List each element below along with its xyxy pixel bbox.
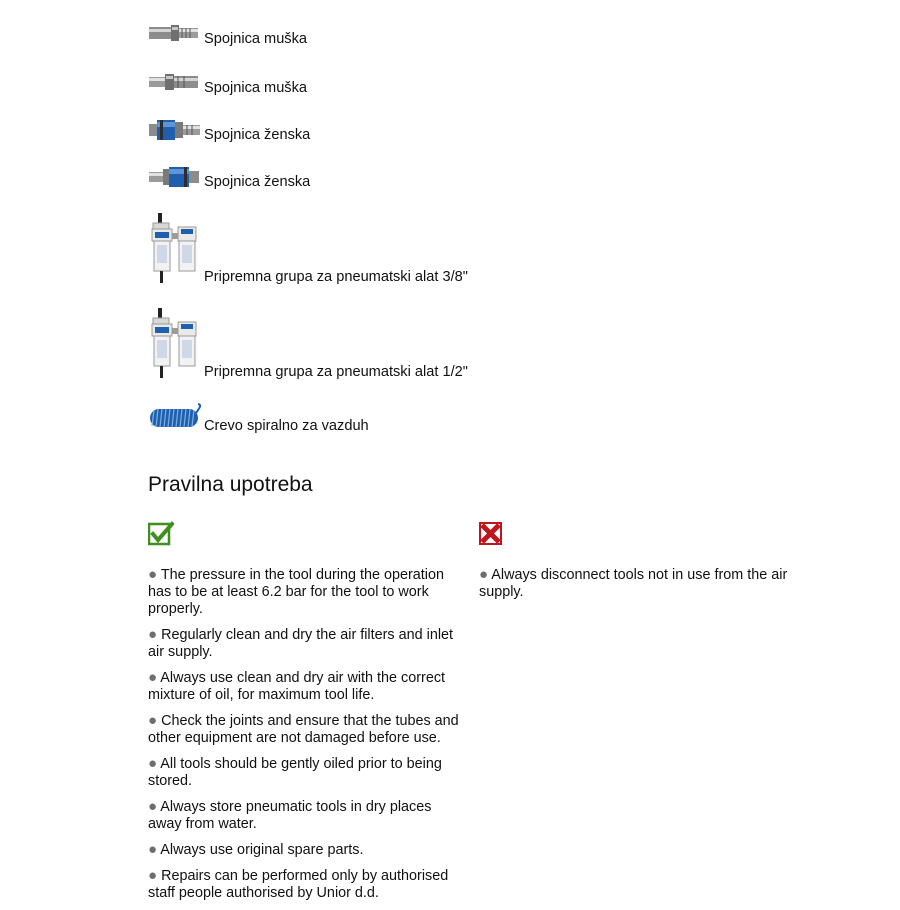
checkmark-icon xyxy=(148,521,174,547)
list-item-text: Check the joints and ensure that the tubes and other equipment are not damaged before use. xyxy=(148,713,459,747)
list-item xyxy=(148,798,466,833)
female-coupling-icon xyxy=(148,118,202,147)
bullet-icon: ● xyxy=(148,798,158,816)
bullet-icon: ● xyxy=(148,712,158,730)
list-item-text: Always use clean and dry air with the correct mixture of oil, for maximum tool life. xyxy=(148,670,446,704)
cross-icon xyxy=(479,521,505,547)
list-item xyxy=(148,712,466,747)
list-item-text: Always disconnect tools not in use from the air supply. xyxy=(479,567,788,601)
bullet-icon: ● xyxy=(148,841,158,859)
male-coupling-icon xyxy=(148,22,200,49)
product-label: Crevo spiralno za vazduh xyxy=(204,418,369,434)
list-item-text: Regularly clean and dry the air filters and inlet air supply. xyxy=(148,627,454,661)
list-item xyxy=(148,669,466,704)
list-item xyxy=(148,841,466,859)
list-item-text: The pressure in the tool during the operation has to be at least 6.2 bar for the tool to work properly. xyxy=(148,567,445,618)
male-coupling-icon xyxy=(148,71,200,98)
filter-regulator-unit-icon xyxy=(148,308,200,385)
bullet-icon: ● xyxy=(148,755,158,773)
bullet-icon: ● xyxy=(148,626,158,644)
filter-regulator-unit-icon xyxy=(148,213,200,290)
list-item-text: Repairs can be performed only by authorised staff people authorised by Unior d.d. xyxy=(148,868,449,902)
bullet-icon: ● xyxy=(148,566,158,583)
female-coupling-icon xyxy=(148,165,202,194)
bullet-icon: ● xyxy=(148,867,158,884)
list-item xyxy=(148,566,466,619)
list-item xyxy=(479,566,797,601)
list-item xyxy=(148,755,466,790)
do-list xyxy=(148,566,466,910)
dont-list xyxy=(479,566,797,609)
list-item xyxy=(148,867,466,902)
bullet-icon: ● xyxy=(148,669,158,687)
list-item-text: All tools should be gently oiled prior to being stored. xyxy=(148,756,442,790)
product-label: Spojnica muška xyxy=(204,80,308,96)
product-label: Spojnica ženska xyxy=(204,174,311,190)
product-label: Pripremna grupa za pneumatski alat 1/2" xyxy=(204,364,468,380)
list-item-text: Always store pneumatic tools in dry places away from water. xyxy=(148,799,432,833)
section-title: Pravilna upotreba xyxy=(148,473,313,496)
spiral-hose-icon xyxy=(148,403,202,438)
bullet-icon: ● xyxy=(479,566,489,583)
product-label: Spojnica ženska xyxy=(204,127,311,143)
product-label: Spojnica muška xyxy=(204,31,308,47)
list-item-text: Always use original spare parts. xyxy=(160,842,364,859)
product-label: Pripremna grupa za pneumatski alat 3/8" xyxy=(204,269,468,285)
list-item xyxy=(148,626,466,661)
